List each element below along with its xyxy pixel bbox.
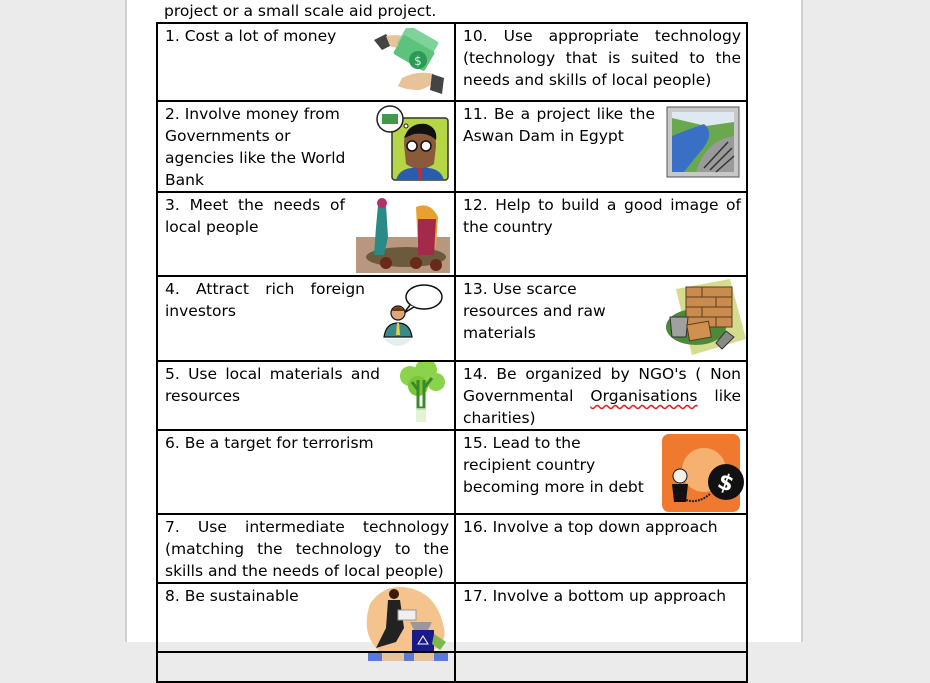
item-text: 13. Use scarce resources and raw materials	[463, 280, 606, 342]
svg-text:$: $	[714, 469, 737, 498]
table-row	[157, 192, 747, 276]
item-text: 8. Be sustainable	[165, 587, 299, 605]
item-text: 1. Cost a lot of money	[165, 27, 337, 45]
cell-item-16[interactable]	[455, 514, 747, 583]
bricks-and-tools-icon	[656, 279, 746, 357]
item-text: 7. Use intermediate technology (matching the technology to the skills and the needs of local people)	[165, 518, 449, 580]
cell-item-9-partial[interactable]	[157, 652, 455, 682]
cell-item-6[interactable]	[157, 430, 455, 514]
table-row	[157, 430, 747, 514]
item-text: 10. Use appropriate technology (technology that is suited to the needs and skills of local people)	[463, 27, 741, 89]
table-row	[157, 276, 747, 361]
money-exchange-hands-icon	[372, 28, 448, 98]
svg-text:$: $	[414, 54, 422, 68]
item-text: 4. Attract rich foreign investors	[165, 280, 365, 320]
cell-item-10[interactable]	[455, 23, 747, 101]
partial-image-icon	[368, 653, 448, 661]
green-tree-icon	[396, 361, 446, 424]
item-text: 14. Be organized by NGO's ( Non Governmental Organisations like charities)	[463, 365, 741, 427]
table-row	[157, 101, 747, 192]
dam-landscape-icon	[666, 106, 740, 178]
item-text: 3. Meet the needs of local people	[165, 196, 345, 236]
item-text: 17. Involve a bottom up approach	[463, 587, 727, 605]
man-thinking-money-icon	[374, 104, 450, 182]
item-text: 11. Be a project like the Aswan Dam in Egypt	[463, 105, 655, 145]
cell-item-18-partial[interactable]	[455, 652, 747, 682]
item-text: 12. Help to build a good image of the country	[463, 196, 741, 236]
activity-table	[156, 22, 748, 683]
cell-item-5[interactable]	[157, 361, 455, 430]
businessman-speech-bubble-icon	[382, 283, 444, 353]
intro-text: project or a small scale aid project.	[164, 2, 437, 20]
man-chained-to-debt-ball-icon	[660, 434, 744, 512]
item-text: 16. Involve a top down approach	[463, 518, 718, 536]
item-text: 15. Lead to the recipient country becoming more in debt	[463, 434, 644, 496]
item-text: 2. Involve money from Governments or agencies like the World Bank	[165, 105, 346, 189]
cell-item-4[interactable]	[157, 276, 455, 361]
table-row	[157, 514, 747, 583]
cell-item-15[interactable]	[455, 430, 747, 514]
cell-item-2[interactable]	[157, 101, 455, 192]
cell-item-14[interactable]	[455, 361, 747, 430]
cell-item-1[interactable]	[157, 23, 455, 101]
table-row	[157, 361, 747, 430]
cell-item-11[interactable]	[455, 101, 747, 192]
item-text: 6. Be a target for terrorism	[165, 434, 374, 452]
table-row-partial	[157, 652, 747, 682]
cell-item-13[interactable]	[455, 276, 747, 361]
women-collecting-water-icon	[356, 197, 450, 273]
cell-item-3[interactable]	[157, 192, 455, 276]
table-row	[157, 23, 747, 101]
misspelled-word[interactable]: Organisations	[590, 387, 698, 405]
cell-item-7[interactable]	[157, 514, 455, 583]
cell-item-12[interactable]	[455, 192, 747, 276]
item-text: 5. Use local materials and resources	[165, 365, 380, 405]
